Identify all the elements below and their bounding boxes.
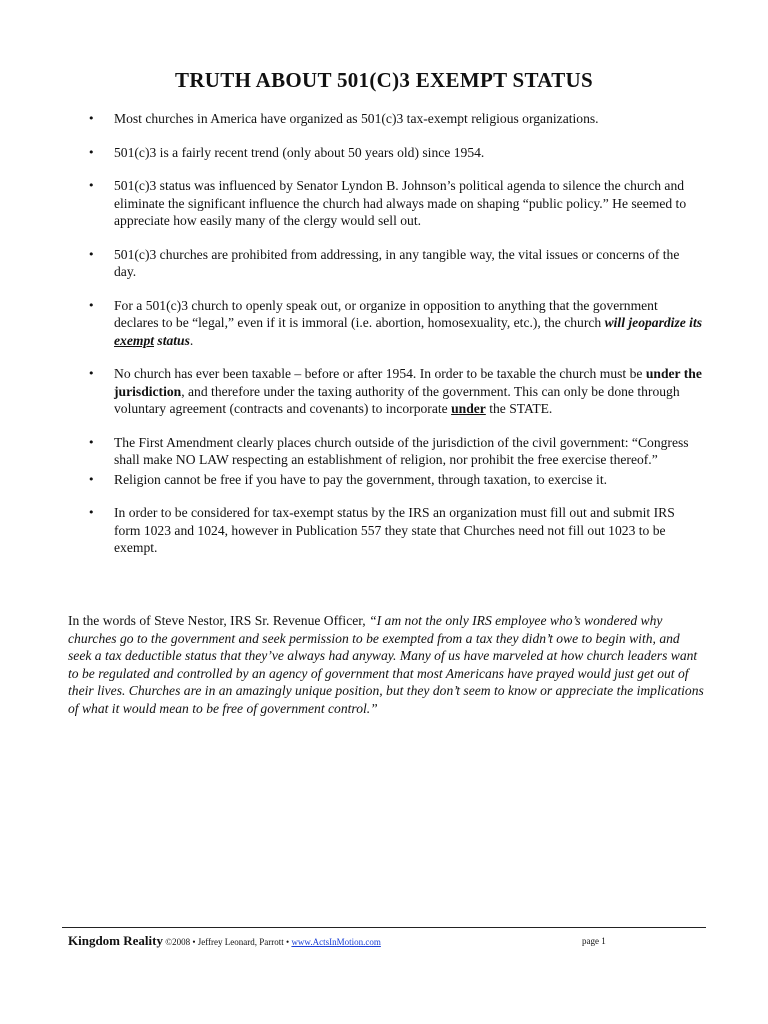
bullet-text-middle: , and therefore under the taxing authority of the government. This can only be done through voluntary agreement (contracts and covenants) to incorporate	[114, 383, 680, 416]
bullet-icon: •	[88, 247, 95, 261]
bullet-text-end: the STATE.	[485, 401, 553, 416]
bullet-icon: •	[88, 506, 95, 519]
footer-website-link[interactable]: www.ActsInMotion.com	[291, 937, 381, 947]
list-item	[88, 365, 704, 418]
page-number: page 1	[582, 936, 606, 946]
bullet-icon: •	[88, 145, 95, 159]
quote-intro: In the words of Steve Nestor, IRS Sr. Revenue Officer,	[68, 613, 370, 628]
bullet-text-start: No church has ever been taxable – before or after 1954. In order to be taxable the church must be	[114, 366, 646, 381]
bullet-text: 501(c)3 status was influenced by Senator Lyndon B. Johnson’s political agenda to silence the church and eliminate the significant influence the church had always made on shaping “public policy.” He seemed to appreciate how easily many of the clergy would sell out.	[114, 178, 687, 228]
list-item	[88, 177, 704, 230]
quote-paragraph	[68, 612, 704, 717]
quote-text: “I am not the only IRS employee who’s wondered why churches go to the government and seek permission to be exempted from a tax they didn’t owe to begin with, and seek a tax deductible status that they’ve always had anyway. Many of us have marveled at how church leaders want to be regulated and controlled by an agency of government that most Americans have prayed would just get out of their lives. Churches are in an amazingly unique position, but they don’t seem to know or appreciate the implications of what it would mean to be free of government control.”	[68, 613, 704, 716]
list-item	[88, 471, 704, 489]
bullet-icon: •	[88, 472, 95, 486]
bullet-icon: •	[88, 367, 95, 380]
bullet-text: In order to be considered for tax-exempt status by the IRS an organization must fill out and submit IRS form 1023 and 1024, however in Publication 557 they state that Churches need not fill out 1023 to be exempt.	[114, 505, 675, 555]
footer-brand: Kingdom Reality	[68, 933, 163, 948]
bold-jurisdiction: under the jurisdiction	[114, 366, 702, 399]
bullet-text: Religion cannot be free if you have to pay the government, through taxation, to exercise it.	[114, 471, 607, 487]
emphasis-exempt: exempt	[114, 332, 155, 348]
bullet-icon: •	[88, 112, 95, 125]
list-item	[88, 110, 704, 128]
bullet-text: 501(c)3 churches are prohibited from addressing, in any tangible way, the vital issues or concerns of the day.	[114, 246, 680, 279]
page-footer	[68, 933, 704, 951]
bullet-icon: •	[88, 435, 95, 449]
page-title: TRUTH ABOUT 501(C)3 EXEMPT STATUS	[175, 68, 593, 92]
bullet-text: Most churches in America have organized as 501(c)3 tax-exempt religious organizations.	[114, 111, 599, 126]
list-item	[88, 434, 704, 469]
bullet-list	[88, 110, 704, 557]
bold-under: under	[451, 401, 486, 416]
emphasis-text: will jeopardize its	[604, 315, 703, 330]
emphasis-status: status	[154, 332, 190, 348]
bullet-icon: •	[88, 179, 95, 192]
list-item	[88, 297, 704, 350]
list-item	[88, 504, 704, 557]
list-item	[88, 246, 704, 281]
bullet-text: The First Amendment clearly places church outside of the jurisdiction of the civil government: “Congress shall make NO LAW respecting an establishment of religion, nor prohibit the free exercise thereof.”	[114, 434, 689, 467]
list-item	[88, 144, 704, 162]
bullet-text-end: .	[189, 332, 194, 348]
bullet-text-start: For a 501(c)3 church to openly speak out, or organize in opposition to anything that the government declares to be “legal,” even if it is immoral (i.e. abortion, homosexuality, etc.), the church	[114, 297, 658, 330]
footer-divider	[62, 927, 706, 928]
bullet-icon: •	[88, 298, 95, 312]
footer-credit: ©2008 • Jeffrey Leonard, Parrott •	[162, 937, 292, 947]
bullet-text: 501(c)3 is a fairly recent trend (only about 50 years old) since 1954.	[114, 144, 485, 160]
